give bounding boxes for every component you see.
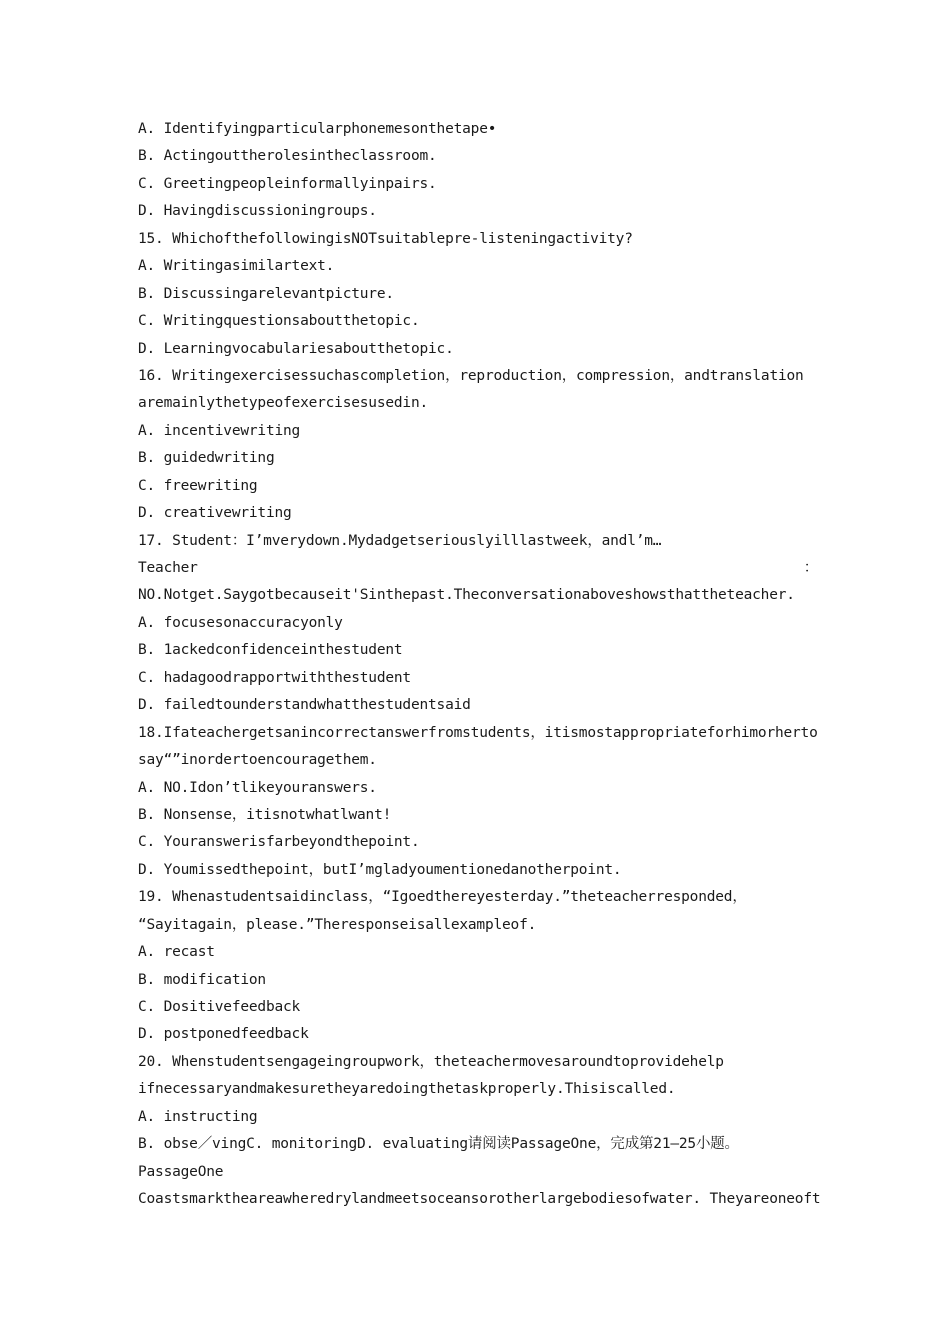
document-body <box>138 116 828 1214</box>
text-line: A. recast <box>138 944 215 961</box>
text-line: C. Writingquestionsaboutthetopic. <box>138 313 420 330</box>
teacher-line <box>138 555 828 582</box>
passage-title: PassageOne <box>138 1163 224 1180</box>
text-line: C. Greetingpeopleinformallyinpairs. <box>138 175 437 192</box>
text-line: D. postponedfeedback <box>138 1026 309 1043</box>
teacher-colon: ： <box>803 560 818 576</box>
text-line: C. freewriting <box>138 477 258 494</box>
question-17: 17. Student：I’mverydown.Mydadgetseriouslyilllastweek，andl’m… <box>138 532 662 549</box>
teacher-label: Teacher <box>138 560 198 576</box>
text-line: A. NO.Idon’tlikeyouranswers. <box>138 779 377 796</box>
question-16: 16. Writingexercisessuchascompletion，reproduction，compression，andtranslation <box>138 367 804 384</box>
question-19: 19. Whenastudentsaidinclass，“Igoedthereyesterday.”theteacherresponded， <box>138 889 747 906</box>
text-line: A. incentivewriting <box>138 422 301 439</box>
text-line: D. Learningvocabulariesaboutthetopic. <box>138 340 454 357</box>
text-line: B. 1ackedconfidenceinthestudent <box>138 642 403 659</box>
text-line: B. guidedwriting <box>138 450 275 467</box>
text-line: D. Youmissedthepoint，butI’mgladyoumentionedanotherpoint. <box>138 861 622 878</box>
text-line: B. modification <box>138 971 266 988</box>
text-line: D. failedtounderstandwhatthestudentsaid <box>138 697 471 714</box>
text-line: A. focusesonaccuracyonly <box>138 614 343 631</box>
question-18: 18.Ifateachergetsanincorrectanswerfromstudents，itismostappropriateforhimorherto <box>138 724 818 741</box>
text-line: D. Havingdiscussioningroups. <box>138 203 377 220</box>
text-line: A. Writingasimilartext. <box>138 258 335 275</box>
text-line: B. Actingouttherolesintheclassroom. <box>138 148 437 165</box>
passage-text: Coastsmarktheareawheredrylandmeetsoceansorotherlargebodiesofwater. Theyareoneoft <box>138 1191 821 1208</box>
text-line: say“”inordertoencouragethem. <box>138 752 377 769</box>
text-line: aremainlythetypeofexercisesusedin. <box>138 395 429 412</box>
text-line: C. Youranswerisfarbeyondthepoint. <box>138 834 420 851</box>
text-line: C. Dositivefeedback <box>138 999 301 1015</box>
text-line: B. Discussingarelevantpicture. <box>138 285 394 302</box>
text-line: “Sayitagain，please.”Theresponseisallexampleof. <box>138 916 537 933</box>
text-line: D. creativewriting <box>138 505 292 522</box>
text-line: NO.Notget.Saygotbecauseit'Sinthepast.Theconversationaboveshowsthattheteacher. <box>138 587 795 604</box>
text-line: A. Identifyingparticularphonemesonthetape• <box>138 121 497 137</box>
text-line: ifnecessaryandmakesuretheyaredoingthetaskproperly.Thisiscalled. <box>138 1081 676 1098</box>
text-line: A. instructing <box>138 1108 258 1125</box>
text-line: C. hadagoodrapportwiththestudent <box>138 669 411 686</box>
question-20: 20. Whenstudentsengageingroupwork，theteachermovesaroundtoprovidehelp <box>138 1053 724 1070</box>
text-line: B. Nonsense，itisnotwhatlwant! <box>138 806 392 823</box>
text-line: B. obse／vingC. monitoringD. evaluating请阅读PassageOne，完成第21—25小题。 <box>138 1136 739 1153</box>
question-15: 15. WhichofthefollowingisNOTsuitablepre-listeningactivity? <box>138 230 633 247</box>
